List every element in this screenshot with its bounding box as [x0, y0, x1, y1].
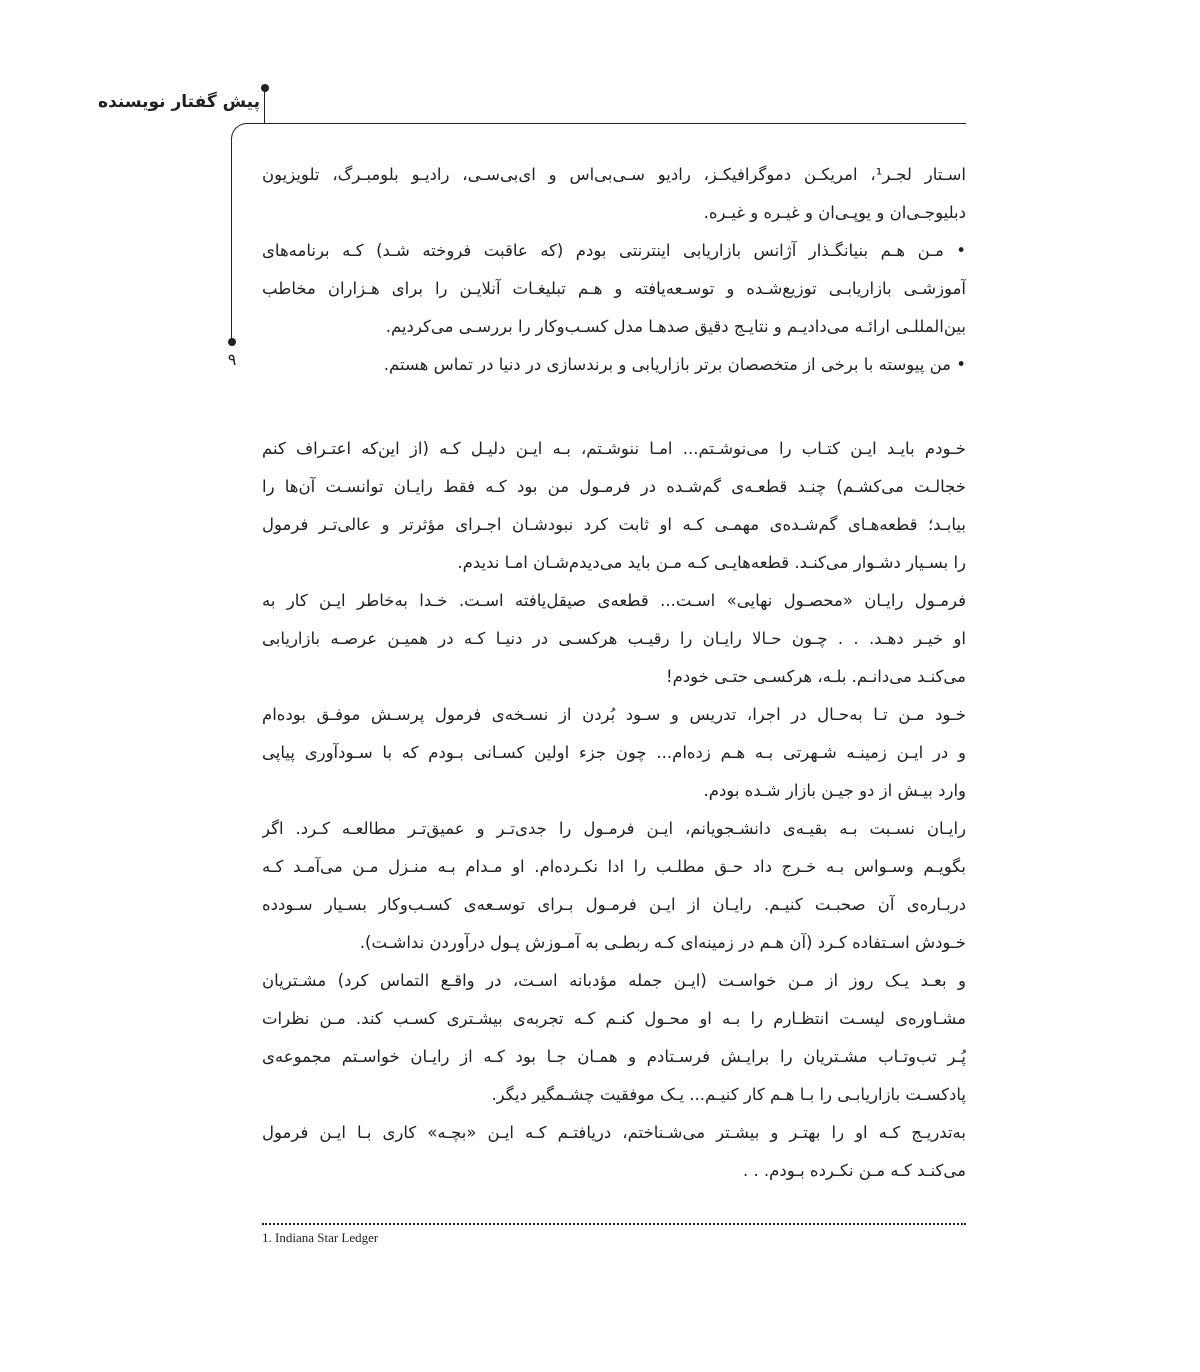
text-line: آموزشـی بازاریابـی توزیع‌شـده و توسـعه‌یافته و هـم تبلیغـات آنلایـن را برای هـزاران مخاطب [262, 279, 966, 298]
running-header [0, 0, 1200, 140]
text-line: خجالـت می‌کشـم) چنـد قطعـه‌ی گم‌شـده در فرمـول من بود کـه فقط رایـان توانسـت آن‌ها را [262, 477, 966, 496]
page-number: ۹ [227, 350, 237, 369]
text-line: بیابـد؛ قطعه‌هـای گم‌شـده‌ی مهمـی کـه او ثابت کرد نبودشـان اجـرای مؤثرتر و عالی‌تـر فرمول [262, 515, 966, 534]
bullet-item: • من پیوسته با برخی از متخصصان برتر بازاریابی و برندسازی در دنیا در تماس هستم. [383, 355, 966, 374]
text-line: او خیـر دهـد. . . چـون حـالا رایـان را رقیـب هرکسـی در دنیـا کـه در همیـن عرصـه بازاریابی [262, 629, 966, 648]
text-line: به‌تدریـج کـه او را بهتـر و بیشـتر می‌شـناختم، دریافتـم کـه ایـن «بچـه» کاری بـا ایـن فرمول [262, 1123, 966, 1142]
text-line: خـودش اسـتفاده کـرد (آن هـم در زمینه‌ای کـه ربطـی به آمـوزش پـول درآوردن نداشـت). [359, 933, 966, 952]
header-dot-ornament [261, 84, 269, 92]
footnote: 1. Indiana Star Ledger [262, 1230, 379, 1245]
footnote-separator [262, 1223, 966, 1225]
text-line: و در ایـن زمینـه شـهرتی بـه هـم زده‌ام... چون جزء اولین کسـانی بـودم که با سـودآوری پیاپی [262, 743, 966, 762]
text-line: رایـان نسـبت بـه بقیـه‌ی دانشـجویانم، ایـن فرمـول را جدی‌تـر و عمیق‌تـر مطالعـه کـرد. اگر [262, 819, 966, 838]
text-line: می‌کنـد می‌دانـم. بلـه، هرکسـی حتـی خودم! [665, 667, 966, 686]
text-line: مشـاوره‌ی لیسـت انتظـارم را بـه او محـول کنـم کـه تجربه‌ی بیشـتری کسـب کند. مـن نظرات [262, 1009, 966, 1028]
header-rule [248, 123, 966, 124]
text-line: می‌کنـد کـه مـن نکـرده بـودم. . . [742, 1161, 966, 1180]
text-line: بین‌المللـی ارائـه می‌دادیـم و نتایـج دقیق صدهـا مدل کسـب‌وکار را بررسـی می‌کردیم. [385, 317, 966, 336]
text-line: بگویـم وسـواس بـه خـرج داد حـق مطلـب را ادا نکـرده‌ام. او مـدام بـه منـزل مـن می‌آمـد کـه [262, 857, 966, 876]
text-block-body [262, 430, 966, 1190]
text-line: پُـر تب‌وتـاب مشـتریان را برایـش فرسـتادم و همـان جـا بود کـه از رایـان خواسـتم مجموعه‌ی [262, 1047, 966, 1066]
text-line: را بسـیار دشـوار می‌کنـد. قطعه‌هایـی کـه مـن باید می‌دیدم‌شـان امـا ندیدم. [457, 553, 966, 572]
text-line: دبلیوجـی‌ان و یوپـی‌ان و غیـره و غیـره. [703, 203, 966, 222]
text-line: و بعـد یـک روز از مـن خواسـت (ایـن جمله مؤدبانه اسـت، در واقـع التماس کرد) مشـتریان [262, 971, 966, 990]
header-vertical-rule [264, 90, 265, 123]
text-line: فرمـول رایـان «محصـول نهایی» اسـت... قطعه‌ی صیقل‌یافته اسـت. خـدا به‌خاطر ایـن کار به [262, 591, 966, 610]
margin-dot-ornament [228, 338, 236, 346]
text-line: دربـاره‌ی آن صحبـت کنیـم. رایـان از ایـن فرمـول بـرای توسـعه‌ی کسـب‌وکار بسـیار سـودده [262, 895, 966, 914]
text-block-intro-list [262, 156, 966, 384]
text-line: وارد بیـش از دو جیـن بازار شـده بودم. [703, 781, 966, 800]
text-line: خـود مـن تـا به‌حـال در اجرا، تدریس و سـود بُردن از نسـخه‌ی فرمول پرسـش موفـق بوده‌ام [262, 705, 966, 724]
running-header-title: پیش گفتار نویسنده [98, 92, 260, 112]
margin-vertical-rule [231, 138, 232, 341]
text-line: پادکسـت بازاریابـی را بـا هـم کار کنیـم... یـک موفقیت چشـمگیر دیگر. [491, 1085, 966, 1104]
bullet-item: • مـن هـم بنیانگـذار آژانس بازاریابی اینترنتی بودم (که عاقبت فروخته شـد) کـه برنامه‌های [262, 241, 966, 260]
text-line: اسـتار لجـر¹، امریکـن دموگرافیکـز، رادیو سـی‌بی‌اس و ای‌بی‌سـی، رادیـو بلومبـرگ، تلویزیون [262, 165, 966, 184]
text-line: خـودم بایـد ایـن کتـاب را می‌نوشـتم... امـا ننوشـتم، بـه ایـن دلیـل کـه (از این‌که اعتـراف کنم [262, 439, 966, 458]
